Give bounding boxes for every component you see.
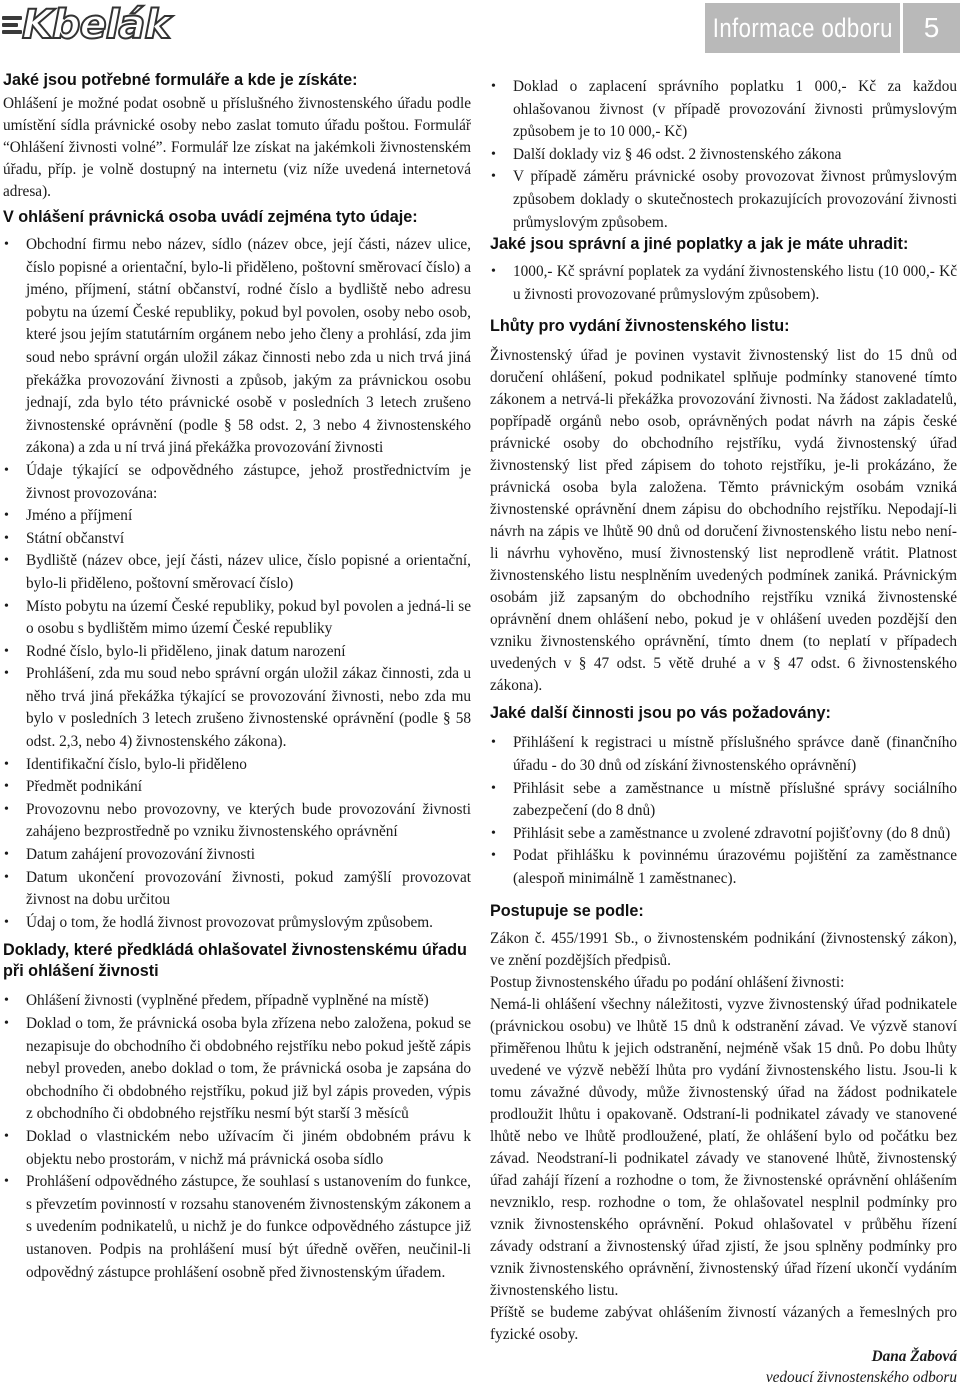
list-item: • Přihlásit sebe a zaměstnance u místně příslušné správy sociálního zabezpečení (do 8 dnů) bbox=[490, 778, 957, 823]
list-item: • Jméno a příjmení bbox=[3, 505, 471, 528]
left-column bbox=[3, 64, 471, 1284]
paragraph-procedure: Nemá-li ohlášení všechny náležitosti, vyzve živnostenský úřad podnikatele (právnickou osobu) ve lhůtě 15 dnů k odstranění závad. Ve výzvě stanoví přiměřenou lhůtu k jejich odstranění, nejméně však 15 dnů. Po dobu lhůty uvedené ve výzvě neběží lhůta pro vydání živnostenského listu. Jsou-li k tomu závažné důvody, může živnostenský úřad na žádost podnikatele prodloužit lhůtu i opakovaně. Odstraní-li podnikatel závady ve stanovené lhůtě nebo ve lhůtě prodloužené, platí, že ohlášení bylo od počátku bez závad. Neodstraní-li podnikatel závady ve stanovené lhůtě, živnostenský úřad zahájí řízení a rozhodne o tom, že živnostenské oprávnění ohlášením nevzniklo, resp. rozhodne o tom, že ohlašovatel nesplnil podmínky pro vznik živnostenského oprávnění. Pokud ohlašovatel v průběhu řízení závady odstraní a živnostenský úřad zjistí, že jsou splněny podmínky pro vznik živnostenského oprávnění, živnostenský úřad řízení ukončí vydáním živnostenského listu. bbox=[490, 995, 957, 1299]
paragraph-procedure-title: Postup živnostenského úřadu po podání ohlášení živnosti: bbox=[490, 973, 845, 991]
right-column bbox=[490, 76, 957, 1388]
heading-forms: Jaké jsou potřebné formuláře a kde je získáte: bbox=[3, 71, 358, 89]
list-item: • Podat přihlášku k povinnému úrazovému pojištění za zaměstnance (alespoň minimálně 1 zaměstnanec). bbox=[490, 845, 957, 890]
list-item: • Datum zahájení provozování živnosti bbox=[3, 844, 471, 867]
paragraph-next-issue: Příště se budeme zabývat ohlášením živností vázaných a řemeslných pro fyzické osoby. bbox=[490, 1303, 957, 1343]
list-item: • Doklad o vlastnickém nebo užívacím či jiném obdobném právu k objektu nebo prostorám, v nichž má právnická osoba sídlo bbox=[3, 1126, 471, 1171]
list-item: • Identifikační číslo, bylo-li přiděleno bbox=[3, 754, 471, 777]
list-item: • V případě záměru právnické osoby provozovat živnost průmyslovým způsobem doklady o skutečnostech prokazujících provozování živnosti průmyslovým způsobem. bbox=[490, 166, 957, 234]
section-title: Informace odboru bbox=[712, 12, 893, 43]
heading-fees: Jaké jsou správní a jiné poplatky a jak je máte uhradit: bbox=[490, 235, 909, 254]
list-item: • Předmět podnikání bbox=[3, 776, 471, 799]
logo bbox=[0, 2, 170, 48]
signature bbox=[490, 1346, 957, 1388]
signature-name: Dana Žabová bbox=[871, 1347, 957, 1365]
documents-list-continued bbox=[490, 76, 957, 234]
list-item: • Místo pobytu na území České republiky, pokud byl povolen a jedná-li se o osobu s bydlištěm mimo území České republiky bbox=[3, 596, 471, 641]
list-item: • Prohlášení odpovědného zástupce, že souhlasí s ustanovením do funkce, s převzetím povinností v rozsahu stanoveném živnostenským zákonem a s uvedením podnikatelů, u nichž je do funkce odpovědného zástupce již ustanoven. Podpis na prohlášení musí být úředně ověřen, neučinil-li odpovědný zástupce prohlášení osobně před živnostenským úřadem. bbox=[3, 1171, 471, 1284]
page-number-box bbox=[903, 3, 960, 53]
list-item: • Datum ukončení provozování živnosti, pokud zamýšlí provozovat živnost na dobu určitou bbox=[3, 867, 471, 912]
other-activities-list bbox=[490, 732, 957, 890]
list-item: • Ohlášení živnosti (vyplněné předem, případně vyplněné na místě) bbox=[3, 990, 471, 1013]
heading-deadlines: Lhůty pro vydání živnostenského listu: bbox=[490, 317, 790, 336]
heading-legal-basis: Postupuje se podle: bbox=[490, 901, 644, 920]
list-item: • Provozovnu nebo provozovny, ve kterých bude provozování živnosti zahájeno bezprostředně po vzniku živnostenského oprávnění bbox=[3, 799, 471, 844]
list-item: • Údaj o tom, že hodlá živnost provozovat průmyslovým způsobem. bbox=[3, 912, 471, 935]
paragraph-deadlines: Živnostenský úřad je povinen vystavit živnostenský list do 15 dnů od doručení ohlášení, pokud podnikatel splňuje podmínky stanovené tímto zákonem a netrvá-li překážka provozování živnosti. Na žádost zakladatelů, popřípadě orgánů nebo osob, oprávněných podat návrh na zápis české právnické osoby do obchodního rejstříku, vydá živnostenský úřad živnostenský list před zápisem do tohoto rejstříku, je-li prokázáno, že právnická osoba byla založena. Těmto právnickým osobám vzniká živnostenské oprávnění dnem zápisu do obchodního rejstříku. Nepodají-li návrh na zápis ve lhůtě 90 dnů od doručení živnostenského listu nebo není-li návrhu vyhověno, musí živnostenský list neprodleně vrátit. Platnost živnostenského listu nesplněním uvedených podmínek zaniká. Právnickým osobám již zapsaným do obchodního rejstříku vzniká živnostenské oprávnění dnem ohlášení nebo, pokud je v ohlášení uveden pozdější den vzniku živnostenského oprávnění, tímto dnem (to neplatí v případech uvedených v § 47 odst. 5 větě druhé a v § 47 odst. 6 živnostenského zákona). bbox=[490, 347, 957, 695]
documents-list bbox=[3, 990, 471, 1284]
logo-text: Kbelák bbox=[21, 2, 170, 48]
list-item: • Přihlášení k registraci u místně příslušného správce daně (finančního úřadu - do 30 dnů od získání živnostenského oprávnění) bbox=[490, 732, 957, 777]
heading-required-data: V ohlášení právnická osoba uvádí zejména tyto údaje: bbox=[3, 208, 418, 226]
list-item: • Doklad o tom, že právnická osoba byla zřízena nebo založena, pokud se nezapisuje do obchodního či obdobného rejstříku nebo pokud ještě zápis nebyl proveden, anebo doklad o tom, že právnická osoba je zapsána do obchodního či obdobného rejstříku, pokud již byl zápis proveden, výpis z obchodního či obdobného rejstříku nesmí být starší 3 měsíců bbox=[3, 1013, 471, 1126]
list-item: • Další doklady viz § 46 odst. 2 živnostenského zákona bbox=[490, 144, 957, 167]
page-header bbox=[0, 0, 960, 58]
list-item: • 1000,- Kč správní poplatek za vydání živnostenského listu (10 000,- Kč u živnosti provozované průmyslovým způsobem). bbox=[490, 261, 957, 306]
page-number: 5 bbox=[923, 12, 940, 43]
list-item: • Rodné číslo, bylo-li přiděleno, jinak datum narození bbox=[3, 641, 471, 664]
signature-role: vedoucí živnostenského odboru bbox=[765, 1368, 957, 1386]
required-data-list bbox=[3, 234, 471, 934]
heading-documents: Doklady, které předkládá ohlašovatel živnostenskému úřadu při ohlášení živnosti bbox=[3, 941, 467, 981]
section-title-box bbox=[705, 3, 900, 53]
paragraph-forms: Ohlášení je možné podat osobně u příslušného živnostenského úřadu podle umístění sídla právnické osoby nebo zaslat tomuto úřadu poštou. Formulář “Ohlášení živnosti volné”. Formulář lze získat na jakémkoli živnostenském úřadu, příp. je volně dostupný na internetu (viz níže uvedená internetová adresa). bbox=[3, 95, 471, 200]
list-item: • Obchodní firmu nebo název, sídlo (název obce, její části, název ulice, číslo popisné a orientační, bylo-li přiděleno, poštovní směrovací číslo) a jméno, příjmení, státní občanství, rodné číslo a bydliště nebo adresu pobytu na území České republiky, pokud byl povolen, osoby nebo osob, které jsou jejím statutárním orgánem nebo jeho členy a prohlásí, zda jim soud nebo správní orgán uložil zákaz činnosti nebo zda u nich trvá jiná překážka provozování živnosti a způsob, jakým za právnickou osobu jednají, zda bylo této právnické osobě v posledních 3 letech zrušeno živnostenské oprávnění (podle § 58 odst. 2, 3 nebo 4 živnostenského zákona) a zda u ní trvá jiná překážka provozování živnosti bbox=[3, 234, 471, 460]
list-item: • Bydliště (název obce, její části, název ulice, číslo popisné a orientační, bylo-li přiděleno, poštovní směrovací číslo) bbox=[3, 550, 471, 595]
newspaper-icon bbox=[0, 13, 20, 37]
list-item: • Přihlásit sebe a zaměstnance u zvolené zdravotní pojišťovny (do 8 dnů) bbox=[490, 823, 957, 846]
list-item: • Doklad o zaplacení správního poplatku 1 000,- Kč za každou ohlašovanou živnost (v případě provozování živnosti průmyslovým způsobem je to 10 000,- Kč) bbox=[490, 76, 957, 144]
list-item: • Údaje týkající se odpovědného zástupce, jehož prostřednictvím je živnost provozována: bbox=[3, 460, 471, 505]
fees-list bbox=[490, 261, 957, 306]
heading-other-activities: Jaké další činnosti jsou po vás požadovány: bbox=[490, 704, 831, 723]
list-item: • Státní občanství bbox=[3, 528, 471, 551]
paragraph-law: Zákon č. 455/1991 Sb., o živnostenském podnikání (živnostenský zákon), ve znění pozdějších předpisů. bbox=[490, 929, 957, 969]
list-item: • Prohlášení, zda mu soud nebo správní orgán uložil zákaz činnosti, zda u něho trvá jiná překážka týkající se provozování živnosti, nebo zda mu bylo v posledních 3 letech zrušeno živnostenské oprávnění (podle § 58 odst. 2,3, nebo 4) živnostenského zákona). bbox=[3, 663, 471, 753]
